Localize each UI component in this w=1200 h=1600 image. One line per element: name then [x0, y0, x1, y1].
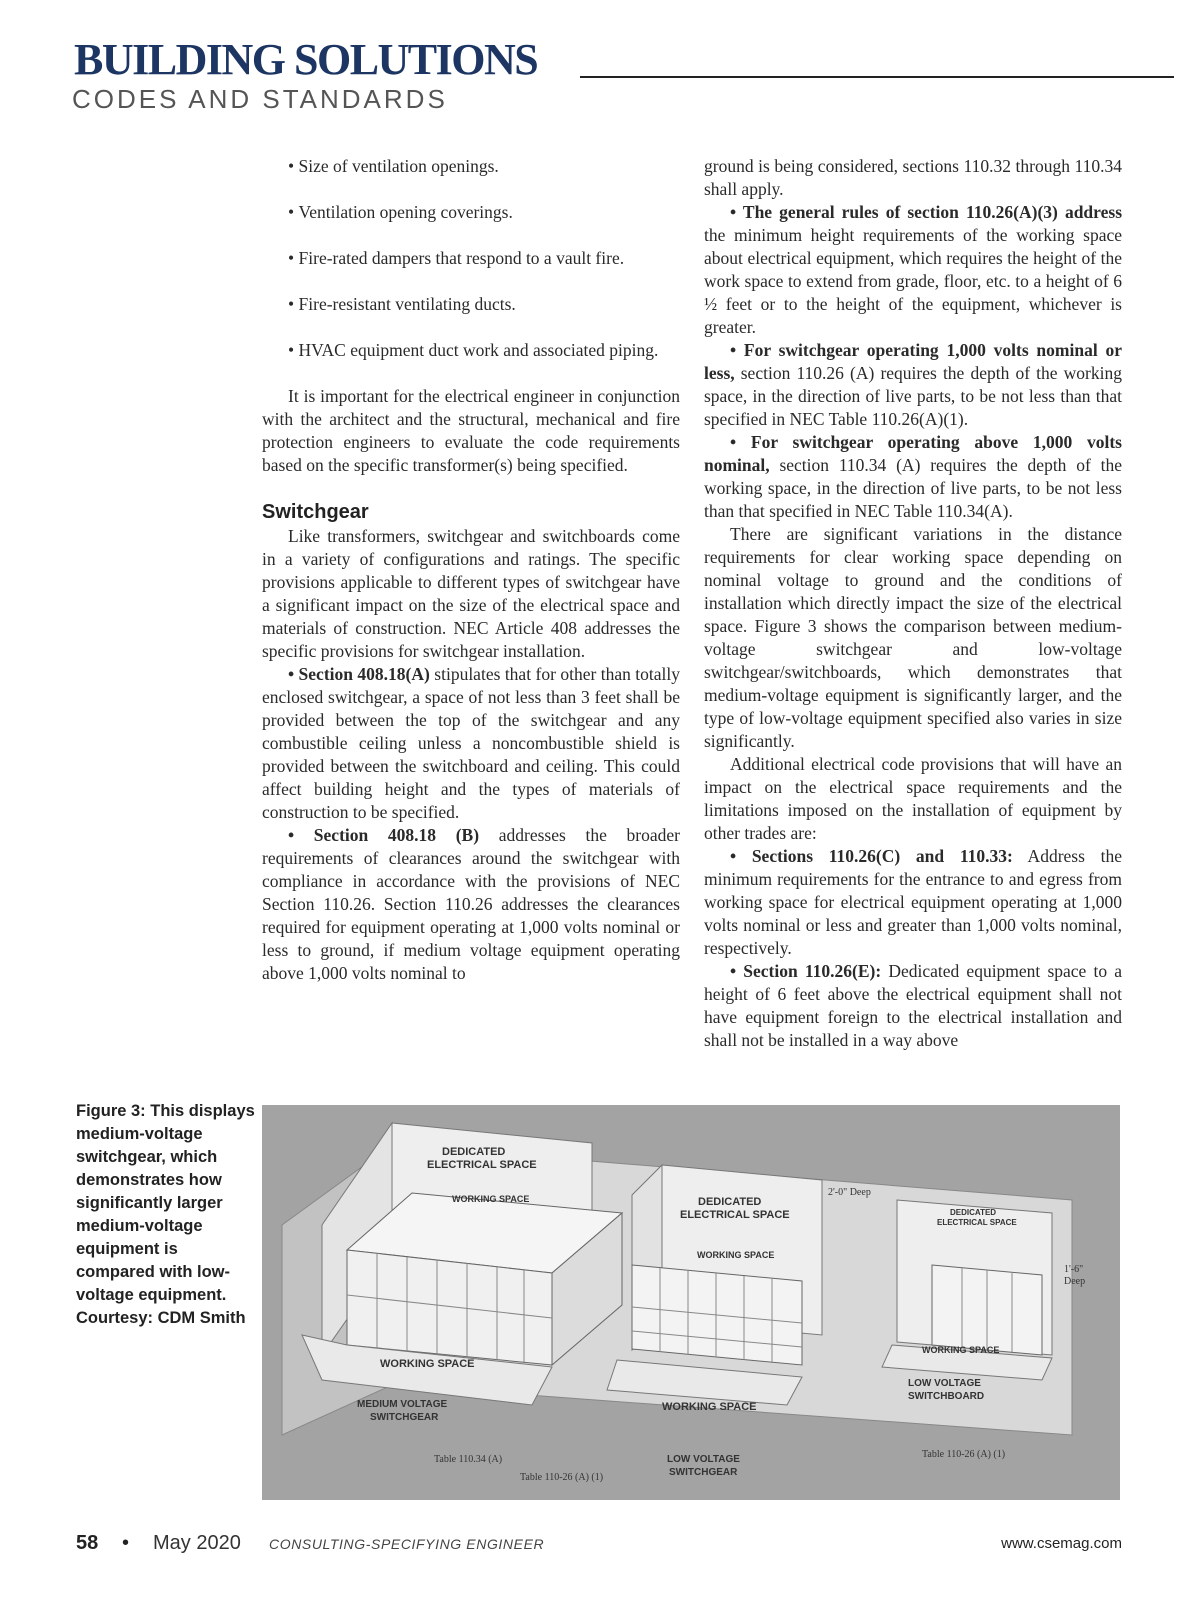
- fig-label: SWITCHGEAR: [370, 1412, 439, 1423]
- section-item-110-26e: [704, 960, 1122, 1052]
- fig-label: DEDICATED: [698, 1196, 762, 1208]
- body-paragraph: It is important for the electrical engineer in conjunction with the architect and the structural, mechanical and fire protection engineers to evaluate the code requirements based on the specific transformer(s) being specified.: [262, 386, 680, 475]
- switchgear-illustration: [262, 1105, 1120, 1500]
- fig-label: SWITCHGEAR: [669, 1467, 738, 1478]
- switchgear-comparison-figure: [262, 1105, 1120, 1500]
- body-paragraph: Additional electrical code provisions that will have an impact on the electrical space requirements and the limitations imposed on the installation of equipment by other trades are:: [704, 754, 1122, 843]
- fig-label: WORKING SPACE: [697, 1250, 775, 1260]
- footer-separator: •: [122, 1532, 130, 1554]
- right-column: [704, 155, 1122, 1052]
- fig-label: DEDICATED: [950, 1208, 997, 1217]
- item-text: section 110.34 (A) requires the depth of the working space, in the direction of live parts, to be not less than that specified in NEC Table 110.34(A).: [704, 455, 1122, 521]
- fig-label: ELECTRICAL SPACE: [937, 1218, 1017, 1227]
- fig-label: Table 110.34 (A): [434, 1454, 503, 1465]
- section-item-110-26c: [704, 845, 1122, 960]
- list-item: • Size of ventilation openings.: [288, 155, 680, 178]
- fig-label: WORKING SPACE: [452, 1194, 530, 1204]
- item-lead: • Section 408.18(A): [288, 664, 430, 684]
- left-column: [262, 155, 680, 985]
- body-paragraph: There are significant variations in the distance requirements for clear working space depending on nominal voltage to ground and the conditions of installation which directly impact the size of the electrical space. Figure 3 shows the comparison between medium-voltage switchgear and low-voltage switchgear/switchboards, which demonstrates that medium-voltage equipment is significantly larger, and the type of low-voltage equipment specified also varies in size significantly.: [704, 524, 1122, 751]
- list-item: • Fire-resistant ventilating ducts.: [288, 293, 680, 316]
- item-lead: • For switchgear operating 1,000 volts nominal or less,: [704, 340, 1122, 383]
- list-item: • HVAC equipment duct work and associated piping.: [288, 339, 680, 362]
- item-text: section 110.26 (A) requires the depth of the working space, in the direction of live parts, to be not less than that specified in NEC Table 110.26(A)(1).: [704, 363, 1122, 429]
- fig-label: ELECTRICAL SPACE: [427, 1159, 537, 1171]
- fig-label: LOW VOLTAGE: [667, 1454, 740, 1465]
- fig-label: SWITCHBOARD: [908, 1391, 985, 1402]
- section-item-110-34a: [704, 431, 1122, 523]
- item-lead: • Section 110.26(E):: [730, 961, 882, 981]
- item-text: Dedicated equipment space to a height of 6 feet above the electrical equipment shall not have equipment foreign to the electrical installation and shall not be installed in a way above: [704, 961, 1122, 1050]
- fig-label: Table 110-26 (A) (1): [922, 1449, 1006, 1460]
- fig-label: 1'-6": [1064, 1264, 1084, 1275]
- website-url: www.csemag.com: [1001, 1535, 1122, 1552]
- fig-label: DEDICATED: [442, 1146, 506, 1158]
- fig-label: 2'-0" Deep: [828, 1187, 871, 1198]
- section-subtitle: CODES AND STANDARDS: [72, 84, 448, 114]
- section-title: BUILDING SOLUTIONS: [74, 35, 538, 84]
- fig-label: Deep: [1064, 1276, 1086, 1287]
- page-number: 58: [76, 1532, 99, 1554]
- fig-label: WORKING SPACE: [380, 1358, 475, 1370]
- fig-label: WORKING SPACE: [662, 1401, 757, 1413]
- issue-date: May 2020: [153, 1532, 241, 1554]
- ventilation-bullet-list: [288, 155, 680, 362]
- item-text: addresses the broader requirements of clearances around the switchgear with compliance in accordance with the provisions of NEC Section 110.26. Section 110.26 addresses the clearances required for equipment operating at 1,000 volts nominal or less to ground, if medium voltage equipment operating above 1,000 volts nominal to: [262, 825, 680, 983]
- body-paragraph: Like transformers, switchgear and switchboards come in a variety of configurations and ratings. The specific provisions applicable to different types of switchgear have a significant impact on the size of the electrical space and materials of construction. NEC Article 408 addresses the specific provisions for switchgear installation.: [262, 526, 680, 661]
- item-lead: • Sections 110.26(C) and 110.33:: [730, 846, 1013, 866]
- fig-label: LOW VOLTAGE: [908, 1378, 981, 1389]
- list-item: • Fire-rated dampers that respond to a vault fire.: [288, 247, 680, 270]
- figure-caption: Figure 3: This displays medium-voltage switchgear, which demonstrates how significantly larger medium-voltage equipment is compared with low-voltage equipment. Courtesy: CDM Smith: [76, 1102, 255, 1327]
- item-text: the minimum height requirements of the working space about electrical equipment, which requires the height of the work space to extend from grade, floor, etc. to a height of 6 ½ feet or to the height of the equipment, whichever is greater.: [704, 225, 1122, 337]
- section-item-408-18a: [262, 663, 680, 824]
- item-text: Address the minimum requirements for the entrance to and egress from working space for electrical equipment operating at 1,000 volts nominal or less and greater than 1,000 volts nominal, respectively.: [704, 846, 1122, 958]
- section-item-110-26a: [704, 339, 1122, 431]
- item-text: stipulates that for other than totally enclosed switchgear, a space of not less than 3 feet shall be provided between the top of the switchgear and any combustible ceiling unless a noncombustible shield is provided between the switchboard and ceiling. This could affect building height and the types of materials of construction to be specified.: [262, 664, 680, 822]
- header-rule: [580, 76, 1174, 78]
- body-paragraph: ground is being considered, sections 110.32 through 110.34 shall apply.: [704, 156, 1122, 199]
- item-lead: • Section 408.18 (B): [288, 825, 480, 845]
- item-lead: • For switchgear operating above 1,000 volts nominal,: [704, 432, 1122, 475]
- fig-label: ELECTRICAL SPACE: [680, 1209, 790, 1221]
- fig-label: WORKING SPACE: [922, 1345, 1000, 1355]
- section-item-408-18b: [262, 824, 680, 985]
- magazine-name: CONSULTING-SPECIFYING ENGINEER: [269, 1536, 545, 1552]
- fig-label: MEDIUM VOLTAGE: [357, 1399, 448, 1410]
- list-item: • Ventilation opening coverings.: [288, 201, 680, 224]
- item-lead: • The general rules of section 110.26(A)(3) address: [730, 202, 1122, 222]
- section-item-110-26a3: [704, 201, 1122, 339]
- section-heading: Switchgear: [262, 501, 369, 523]
- fig-label: Table 110-26 (A) (1): [520, 1472, 604, 1483]
